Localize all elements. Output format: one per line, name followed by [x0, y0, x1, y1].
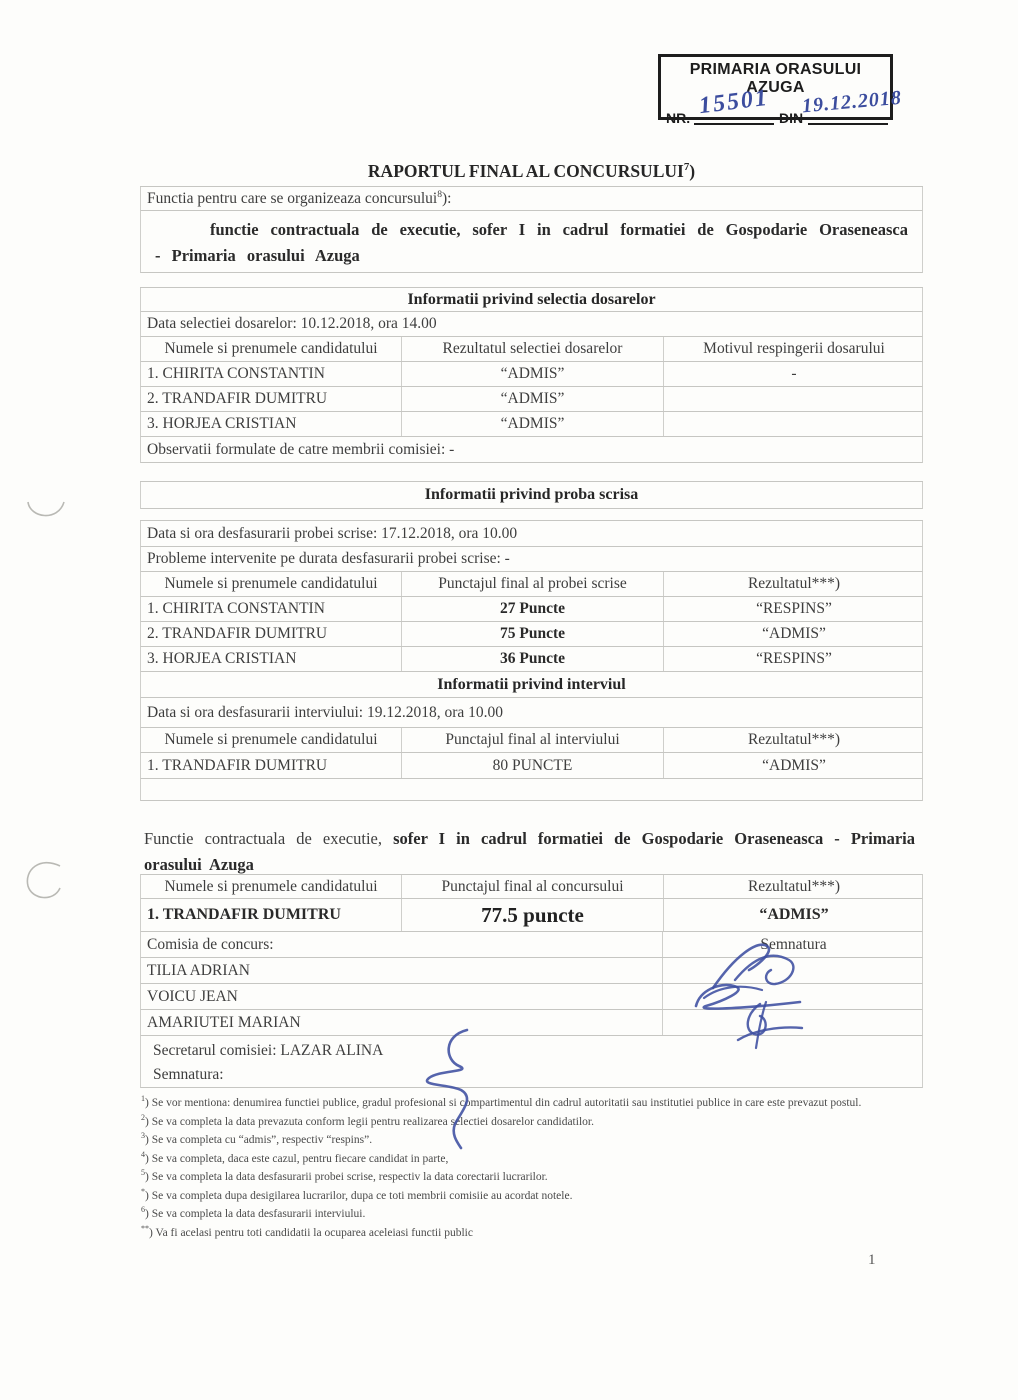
stamp-nr-handwritten: 15501 — [697, 84, 771, 120]
footnote — [141, 1187, 931, 1206]
scris-interviu-table — [140, 520, 923, 801]
secretary-block — [147, 1036, 389, 1090]
candidate-name: 3. HORJEA CRISTIAN — [147, 415, 297, 432]
scris-col-header: Numele si prenumele candidatului — [164, 575, 378, 592]
scris-col-header: Punctajul final al probei scrise — [401, 572, 663, 596]
dosare-col-header: Rezultatul selectiei dosarelor — [401, 337, 663, 361]
interviu-row — [140, 753, 923, 779]
footnote — [141, 1168, 931, 1187]
candidate-name: 1. CHIRITA CONSTANTIN — [147, 600, 325, 617]
dosare-reason: - — [663, 362, 924, 386]
footnote-marker: 3 — [141, 1131, 146, 1141]
dosare-header-row — [140, 337, 923, 362]
function-value-row — [140, 211, 923, 273]
dosare-row — [140, 362, 923, 387]
scris-header-row — [140, 572, 923, 597]
interviu-date-row: Data si ora desfasurarii interviului: 19.12.2018, ora 10.00 — [140, 698, 923, 728]
interviu-col-header: Rezultatul***) — [663, 728, 924, 752]
footnote — [141, 1131, 931, 1150]
stamp-din-underline — [808, 123, 888, 125]
scris-result: “RESPINS” — [663, 597, 924, 621]
page-title — [140, 161, 923, 182]
stamp-date-handwritten: 19.12.2018 — [801, 86, 903, 118]
dosare-result: “ADMIS” — [401, 387, 663, 411]
dosare-row — [140, 387, 923, 412]
secretary-signature-label: Semnatura: — [153, 1066, 224, 1084]
scris-heading-block — [140, 481, 923, 509]
footnote-marker: 2 — [141, 1112, 146, 1122]
footnote — [141, 1113, 931, 1132]
commission-header-row — [140, 932, 923, 958]
scris-date-row: Data si ora desfasurarii probei scrise: 17.12.2018, ora 10.00 — [140, 521, 923, 547]
scris-col-header: Rezultatul***) — [663, 572, 924, 596]
scris-row — [140, 622, 923, 647]
footnote — [141, 1224, 931, 1243]
function-label — [147, 190, 451, 208]
interviu-col-header: Numele si prenumele candidatului — [164, 731, 378, 748]
stamp-number-line — [661, 84, 903, 133]
final-score: 77.5 puncte — [401, 899, 663, 931]
punch-hole-mark — [20, 856, 66, 906]
final-row — [140, 899, 923, 932]
candidate-name: 1. CHIRITA CONSTANTIN — [147, 365, 325, 382]
footnote-marker: 6 — [141, 1205, 146, 1215]
title-footnote-ref: 7 — [683, 161, 690, 174]
dosare-observations: Observatii formulate de catre membrii comisiei: - — [140, 437, 923, 463]
final-col-header: Punctajul final al concursului — [401, 875, 663, 898]
dosare-result: “ADMIS” — [401, 362, 663, 386]
dosare-reason — [663, 387, 924, 411]
signature-cell — [662, 1010, 924, 1035]
signature-cell — [662, 958, 924, 983]
final-result: “ADMIS” — [663, 899, 924, 931]
dosare-col-header: Numele si prenumele candidatului — [164, 340, 378, 357]
footnote-marker: * — [141, 1186, 146, 1196]
footnote — [141, 1150, 931, 1169]
interviu-score: 80 PUNCTE — [401, 753, 663, 778]
scris-score: 75 Puncte — [401, 622, 663, 646]
dosare-date-row: Data selectiei dosarelor: 10.12.2018, ora 14.00 — [140, 312, 923, 337]
stamp-din-label: DIN — [779, 110, 804, 126]
candidate-name: 2. TRANDAFIR DUMITRU — [147, 390, 328, 407]
footnote-marker: 4 — [141, 1149, 146, 1159]
function-label-text: Functia pentru care se organizeaza concursului — [147, 189, 438, 207]
punch-hole-mark — [24, 496, 68, 528]
interviu-col-header: Punctajul final al interviului — [401, 728, 663, 752]
final-header-row — [140, 874, 923, 899]
scris-row — [140, 647, 923, 672]
footnote-text: ) Se va completa dupa desigilarea lucrarilor, dupa ce toti membrii comisiie au acordat notele. — [145, 1189, 573, 1202]
title-text: RAPORTUL FINAL AL CONCURSULUI — [367, 161, 684, 181]
dosare-heading: Informatii privind selectia dosarelor — [140, 288, 923, 312]
scris-score: 36 Puncte — [401, 647, 663, 671]
final-section — [140, 820, 923, 1088]
commission-label: Comisia de concurs: — [147, 935, 274, 953]
commission-member-name: AMARIUTEI MARIAN — [147, 1013, 301, 1031]
function-footnote-ref: 8 — [437, 188, 443, 200]
secretary-name-line: Secretarul comisiei: LAZAR ALINA — [153, 1042, 384, 1059]
footnote-text: ) Se vor mentiona: denumirea functiei publice, gradul profesional si compartimentul din cadrul autoritatii sau institutiei publice in care este prevazut postul. — [145, 1097, 862, 1109]
footnote-text: ) Va fi acelasi pentru toti candidatii la ocuparea aceleiasi functii public — [149, 1226, 473, 1239]
dosare-section — [140, 287, 923, 463]
footnote-text: ) Se va completa, daca este cazul, pentru fiecare candidat in parte, — [145, 1152, 449, 1165]
footnote-text: ) Se va completa la data desfasurarii interviului. — [145, 1208, 366, 1220]
dosare-reason — [663, 412, 924, 436]
candidate-name: 3. HORJEA CRISTIAN — [147, 650, 297, 667]
scris-row — [140, 597, 923, 622]
stamp-org-name: PRIMARIA ORASULUI AZUGA — [689, 61, 862, 96]
dosare-result: “ADMIS” — [401, 412, 663, 436]
footnote-text: ) Se va completa la data desfasurarii probei scrise, respectiv la data corectarii lucrarilor. — [145, 1171, 548, 1183]
function-intro-table — [140, 186, 923, 273]
registration-stamp — [658, 54, 903, 126]
page-number: 1 — [868, 1252, 876, 1268]
candidate-name: 1. TRANDAFIR DUMITRU — [147, 756, 328, 774]
scris-result: “ADMIS” — [663, 622, 924, 646]
signature-cell — [662, 984, 924, 1009]
footnote-text: ) Se va completa la data prevazuta conform legii pentru realizarea selectiei dosarelor candidatilor. — [145, 1115, 594, 1128]
scris-score: 27 Puncte — [401, 597, 663, 621]
footnote — [141, 1205, 931, 1224]
dosare-row — [140, 412, 923, 437]
footnote-marker: 1 — [141, 1094, 146, 1104]
dosare-col-header: Motivul respingerii dosarului — [663, 337, 924, 361]
secretary-row — [140, 1036, 923, 1088]
footnote-text: ) Se va completa cu “admis”, respectiv “respins”. — [145, 1134, 373, 1146]
footnote — [141, 1094, 931, 1113]
final-intro-bold: sofer I in cadrul formatiei de Gospodarie Oraseneasca - Primaria orasului Azuga — [144, 829, 915, 874]
commission-member-row — [140, 1010, 923, 1036]
scris-problems-row: Probleme intervenite pe durata desfasurarii probei scrise: - — [140, 547, 923, 572]
interviu-result: “ADMIS” — [663, 753, 924, 778]
stamp-nr-underline — [694, 123, 774, 125]
candidate-name: 1. TRANDAFIR DUMITRU — [147, 906, 341, 923]
commission-member-row — [140, 984, 923, 1010]
title-paren: ) — [689, 161, 696, 181]
function-value: functie contractuala de executie, sofer I in cadrul formatiei de Gospodarie Oraseneasca - Primaria orasului Azuga — [155, 220, 908, 265]
scris-result: “RESPINS” — [663, 647, 924, 671]
commission-member-name: VOICU JEAN — [147, 987, 238, 1005]
candidate-name: 2. TRANDAFIR DUMITRU — [147, 625, 328, 642]
commission-member-name: TILIA ADRIAN — [147, 961, 250, 979]
footnote-marker: ** — [141, 1223, 150, 1233]
final-intro — [140, 820, 923, 874]
footnote-marker: 5 — [141, 1168, 146, 1178]
interviu-heading: Informatii privind interviul — [140, 672, 923, 698]
function-label-end: ): — [442, 189, 452, 207]
footnotes — [141, 1094, 931, 1242]
function-label-row — [140, 187, 923, 211]
interviu-header-row — [140, 728, 923, 753]
signature-column-header: Semnatura — [662, 932, 924, 957]
empty-row — [140, 779, 923, 801]
final-intro-regular: Functie contractuala de executie, — [144, 829, 394, 848]
scris-heading: Informatii privind proba scrisa — [140, 482, 923, 509]
final-col-header: Rezultatul***) — [663, 875, 924, 898]
final-col-header: Numele si prenumele candidatului — [164, 877, 378, 895]
stamp-nr-label: NR. — [666, 110, 691, 126]
commission-member-row — [140, 958, 923, 984]
